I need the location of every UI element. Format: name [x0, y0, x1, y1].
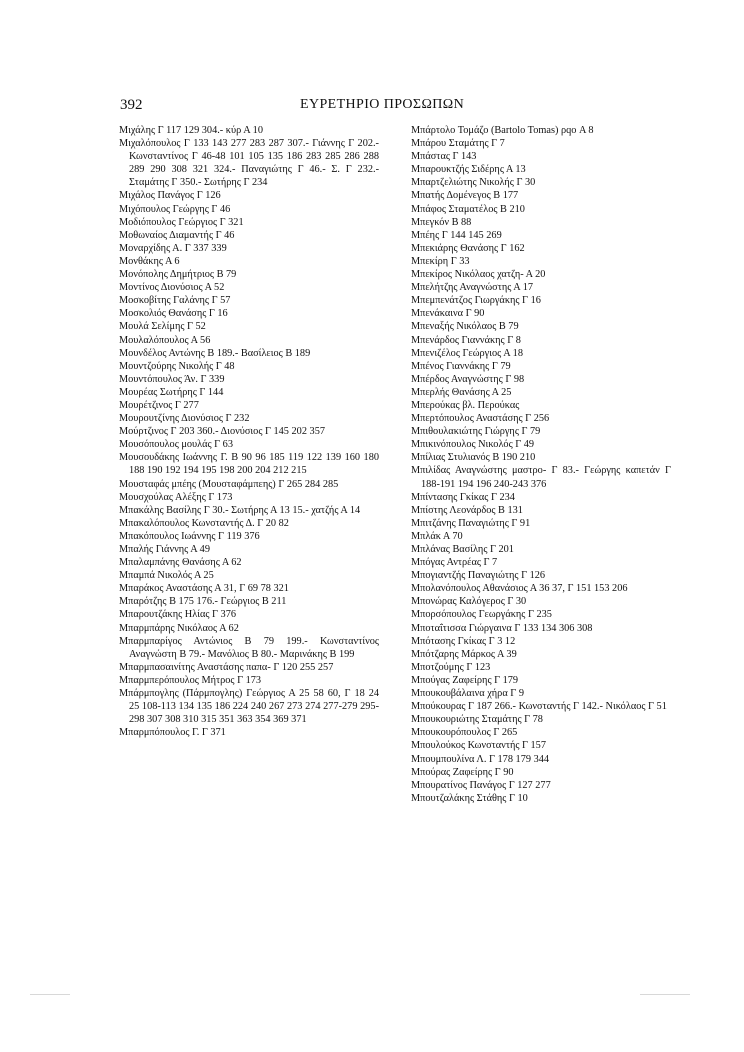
page-number: 392 [120, 97, 143, 113]
page-header [120, 97, 628, 117]
index-entry: Μπάρτολο Τομάζο (Bartolo Tomas) ρqo Α 8 [411, 125, 594, 136]
index-entry: Μπούρας Ζαφείρης Γ 90 [411, 766, 514, 778]
index-entry: Μιχόπουλος Γεώργης Γ 46 [119, 203, 231, 215]
index-entry: Μπαρουκτζής Σιδέρης Α 13 [411, 164, 526, 176]
index-entry: Μουσχούλας Αλέξης Γ 173 [119, 491, 233, 503]
index-entry: Μουλαλόπουλος Α 56 [119, 334, 211, 346]
index-entry: Μπορσόπουλος Γεωργάκης Γ 235 [411, 609, 552, 621]
index-entry: Μπουμπουλίνα Λ. Γ 178 179 344 [411, 753, 550, 765]
index-entry: Μπαλαμπάνης Θανάσης Α 62 [119, 557, 242, 569]
index-entry: Μπενιζέλος Γεώργιος Α 18 [411, 347, 523, 359]
index-entry: Μποτζούμης Γ 123 [411, 661, 491, 673]
index-entry: Μπαρουτζάκης Ηλίας Γ 376 [119, 609, 237, 621]
index-entry: Μπέρδος Αναγνώστης Γ 98 [411, 373, 525, 385]
index-entry: Μπεμπενάτζος Γιωργάκης Γ 16 [411, 295, 541, 307]
index-entry: Μπίλιας Στυλιανός Β 190 210 [411, 452, 536, 464]
index-entry: Μπεκίρη Γ 33 [411, 255, 470, 267]
index-entry: Μπάρου Σταμάτης Γ 7 [411, 138, 505, 150]
index-entry: Μουσταφάς μπέης (Μουσταφάμπεης) Γ 265 284 285 [119, 478, 339, 490]
index-entry: Μπαλής Γιάννης Α 49 [119, 544, 210, 555]
index-entry: Μπαρμπερόπουλος Μήτρος Γ 173 [119, 674, 262, 686]
index-entry: Μοναρχίδης Α. Γ 337 339 [119, 242, 227, 254]
index-entry: Μπαρτζελιώτης Νικολής Γ 30 [411, 177, 536, 189]
index-entry: Μπάστας Γ 143 [411, 151, 477, 163]
index-entry: Μπογιαντζής Παναγιώτης Γ 126 [411, 570, 546, 582]
index-entry: Μπίντασης Γκίκας Γ 234 [411, 491, 515, 503]
index-entry: Μπαρμπάρης Νικόλαος Α 62 [119, 622, 239, 634]
index-entry: Μπακάλης Βασίλης Γ 30.- Σωτήρης Α 13 15.- χατζής Α 14 [119, 504, 361, 516]
index-entry: Μπεκιάρης Θανάσης Γ 162 [411, 242, 525, 254]
index-entry: Μπόγας Αντρέας Γ 7 [411, 557, 498, 569]
index-entry: Μπακαλόπουλος Κωνσταντής Δ. Γ 20 82 [119, 517, 289, 529]
index-entry: Μπαράκος Αναστάσης Α 31, Γ 69 78 321 [119, 583, 289, 595]
index-entry: Μπάφος Σταματέλος Β 210 [411, 203, 525, 215]
index-entry: Μοθωναίος Διαμαντής Γ 46 [119, 229, 235, 241]
index-entry: Μπέης Γ 144 145 269 [411, 229, 502, 241]
index-entry: Μπενάρδος Γιαννάκης Γ 8 [411, 334, 521, 346]
index-entry: Μπαρότζης Β 175 176.- Γεώργιος Β 211 [119, 596, 287, 608]
scan-artifact [640, 994, 690, 995]
index-entry: Μπουκουβάλαινα χήρα Γ 9 [411, 688, 524, 700]
index-entry: Μιχάλης Γ 117 129 304.- κύρ Α 10 [119, 125, 263, 136]
index-entry: Μπούγας Ζαφείρης Γ 179 [411, 674, 519, 686]
running-title: ΕΥΡΕΤΗΡΙΟ ΠΡΟΣΩΠΩΝ [300, 97, 465, 112]
index-entry: Μονόπολης Δημήτριος Β 79 [119, 269, 237, 281]
index-column-right [411, 124, 671, 805]
index-entry: Μπουκουριώτης Σταμάτης Γ 78 [411, 714, 543, 726]
scan-artifact [30, 994, 70, 995]
index-entry: Μπουρατίνος Πανάγος Γ 127 277 [411, 779, 551, 791]
index-entry: Μουλά Σελίμης Γ 52 [119, 321, 206, 333]
index-entry: Μονθάκης Α 6 [119, 255, 180, 267]
index-entry: Μουσόπουλος μουλάς Γ 63 [119, 439, 233, 451]
index-entry: Μποταΐτισσα Γιώργαινα Γ 133 134 306 308 [411, 622, 593, 634]
index-entry: Μπότζαρης Μάρκος Α 39 [411, 648, 517, 660]
index-entry: Μιχαλόπουλος Γ 133 143 277 283 287 307.- Γιάννης Γ 202.- Κωνσταντίνος Γ 46-48 101 105 135 186 283 285 286 288 289 290 308 321 324.- Παναγιώτης Γ 46.- Σ. Γ 232.- Σταμάτης Γ 350.- Σωτήρης Γ 234 [119, 138, 379, 189]
index-entry: Μπίστης Λεονάρδος Β 131 [411, 504, 523, 516]
index-entry: Μουρουτζίνης Διονύσιος Γ 232 [119, 413, 250, 425]
index-entry: Μπλάκ Α 70 [411, 530, 463, 542]
index-entry: Μπεναξής Νικόλαος Β 79 [411, 321, 519, 333]
index-entry: Μπακόπουλος Ιωάννης Γ 119 376 [119, 530, 260, 542]
index-entry: Μοδιόπουλος Γεώργιος Γ 321 [119, 216, 244, 228]
index-entry: Μουρέας Σωτήρης Γ 144 [119, 386, 224, 398]
index-entry: Μούρτζινος Γ 203 360.- Διονύσιος Γ 145 202 357 [119, 426, 325, 438]
index-entry: Μπιθουλακιώτης Γιώργης Γ 79 [411, 426, 541, 438]
index-entry: Μπάρμπογλης (Πάρμπογλης) Γεώργιος Α 25 58 60, Γ 18 24 25 108-113 134 135 186 224 240 267 273 274 277-279 295-298 307 308 310 315 351 363 354 369 371 [119, 688, 379, 726]
index-entry: Μπερτόπουλος Αναστάσης Γ 256 [411, 413, 550, 425]
index-entry: Μπιλίδας Αναγνώστης μαστρο- Γ 83.- Γεώργης καπετάν Γ 188-191 194 196 240-243 376 [411, 465, 671, 490]
index-entry: Μοσκολιός Θανάσης Γ 16 [119, 308, 228, 320]
index-entry: Μπονώρας Καλόγερος Γ 30 [411, 596, 527, 608]
index-entry: Μπλάνας Βασίλης Γ 201 [411, 544, 514, 555]
index-entry: Μουντζούρης Νικολής Γ 48 [119, 360, 235, 372]
index-entry: Μπότασης Γκίκας Γ 3 12 [411, 635, 516, 647]
index-entry: Μιχάλος Πανάγος Γ 126 [119, 190, 221, 202]
index-entry: Μπενάκαινα Γ 90 [411, 308, 485, 320]
index-entry: Μπουκουρόπουλος Γ 265 [411, 727, 518, 739]
index-entry: Μπαρμπόπουλος Γ. Γ 371 [119, 727, 226, 739]
index-entry: Μπερούκας βλ. Περούκας [411, 399, 520, 411]
index-entry: Μοσκοβίτης Γαλάνης Γ 57 [119, 295, 231, 307]
index-entry: Μουρέτζινος Γ 277 [119, 399, 199, 411]
index-entry: Μπολανόπουλος Αθανάσιος Α 36 37, Γ 151 153 206 [411, 583, 628, 595]
index-entry: Μπικινόπουλος Νικολός Γ 49 [411, 439, 535, 451]
index-entry: Μουνδέλος Αντώνης Β 189.- Βασίλειος Β 189 [119, 347, 311, 359]
index-entry: Μπαρμπασαινίτης Αναστάσης παπα- Γ 120 255 257 [119, 661, 334, 673]
index-entry: Μπαρμπαρίγος Αντώνιος Β 79 199.- Κωνσταντίνος Αναγνώστη Β 79.- Μανόλιος Β 80.- Μαρινάκης Β 199 [119, 635, 379, 660]
index-entry: Μπιτζάνης Παναγιώτης Γ 91 [411, 517, 531, 529]
index-entry: Μπαμπά Νικολός Α 25 [119, 570, 214, 582]
index-entry: Μοντίνος Διονύσιος Α 52 [119, 282, 225, 294]
index-entry: Μπελήτζης Αναγνώστης Α 17 [411, 282, 534, 294]
index-entry: Μουντόπουλος Άν. Γ 339 [119, 373, 225, 385]
index-entry: Μπερλής Θανάσης Α 25 [411, 386, 512, 398]
index-entry: Μπουλούκος Κωνσταντής Γ 157 [411, 740, 546, 752]
index-column-left [119, 124, 379, 739]
index-entry: Μπουτζαλάκης Στάθης Γ 10 [411, 792, 528, 804]
index-entry: Μπεκίρος Νικόλαος χατζη- Α 20 [411, 269, 546, 281]
index-entry: Μπένος Γιαννάκης Γ 79 [411, 360, 511, 372]
index-entry: Μπατής Δομένεγος Β 177 [411, 190, 519, 202]
index-entry: Μουσουδάκης Ιωάννης Γ. Β 90 96 185 119 122 139 160 180 188 190 192 194 195 198 200 204 212 215 [119, 452, 379, 477]
index-entry: Μπούκουρας Γ 187 266.- Κωνσταντής Γ 142.- Νικόλαος Γ 51 [411, 701, 667, 713]
index-entry: Μπεγκόν Β 88 [411, 216, 472, 228]
